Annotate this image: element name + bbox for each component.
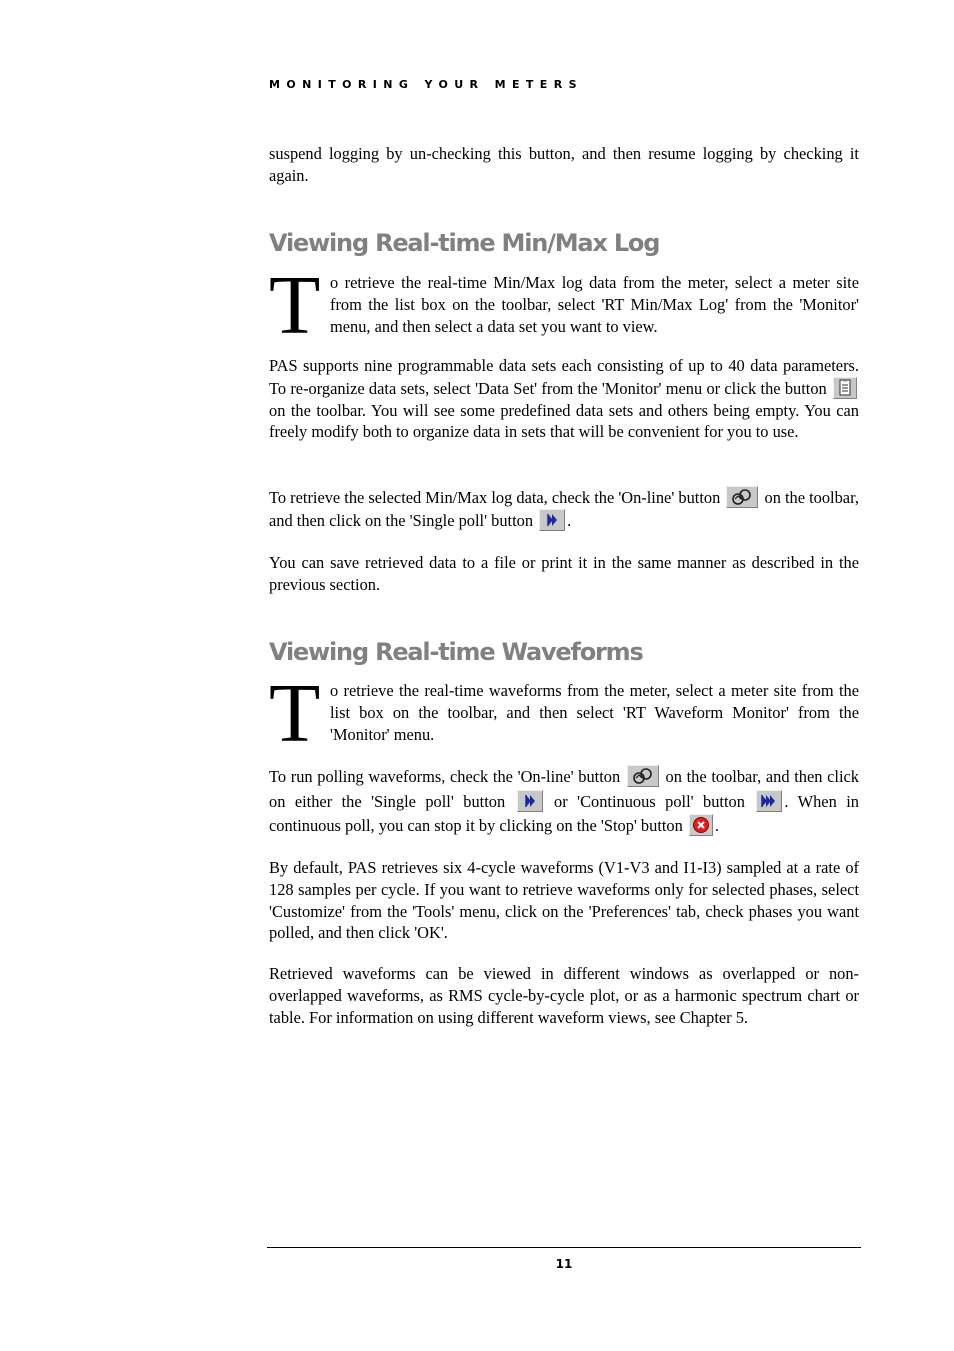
- text-run: on the toolbar, and then click on the 'Single poll' button: [269, 488, 859, 530]
- text-run: on the toolbar, and then click on either the 'Single poll' button: [269, 767, 859, 811]
- text-run: on the toolbar. You will see some predefined data sets and others being empty. You can freely modify both to organize data in sets that will be convenient for you to use.: [269, 400, 859, 442]
- minmax-lead-paragraph: o retrieve the real-time Min/Max log data from the meter, select a meter site from the list box on the toolbar, select 'RT Min/Max Log' from the 'Monitor' menu, and then select a data set you want to view.: [330, 273, 859, 336]
- minmax-paragraph-4: You can save retrieved data to a file or print it in the same manner as described in the previous section.: [269, 553, 859, 594]
- minmax-paragraph-4-block: [269, 552, 859, 596]
- single-poll-icon: [539, 509, 565, 531]
- intro-paragraph-block: [269, 143, 859, 187]
- online-icon: [627, 765, 659, 787]
- intro-paragraph: suspend logging by un-checking this button, and then resume logging by checking it again.: [269, 144, 859, 185]
- waveforms-paragraph-4: Retrieved waveforms can be viewed in different windows as overlapped or non-overlapped waveforms, as RMS cycle-by-cycle plot, or as a harmonic spectrum chart or table. For information on using different waveform views, see Chapter 5.: [269, 964, 859, 1027]
- text-run: PAS supports nine programmable data sets each consisting of up to 40 data parameters. To re-organize data sets, select 'Data Set' from the 'Monitor' menu or click the button: [269, 356, 859, 398]
- text-run: To run polling waveforms, check the 'On-line' button: [269, 767, 621, 786]
- text-run: To retrieve the selected Min/Max log data, check the 'On-line' button: [269, 488, 721, 507]
- text-run: .: [567, 511, 572, 530]
- stop-icon: [689, 814, 713, 836]
- page-number: 11: [555, 1257, 573, 1271]
- text-run: . When in continuous poll, you can stop it by clicking on the 'Stop' button: [269, 791, 859, 835]
- waveforms-lead-text-block: [330, 680, 859, 745]
- section-heading-minmax: [269, 229, 859, 257]
- running-header: MONITORING YOUR METERS: [269, 78, 583, 91]
- single-poll-icon: [517, 790, 543, 812]
- minmax-paragraph-3: [269, 486, 859, 532]
- drop-cap: T: [269, 667, 321, 760]
- section-heading-waveforms: [269, 638, 859, 666]
- waveforms-lead-paragraph: o retrieve the real-time waveforms from the meter, select a meter site from the list box on the toolbar, and then select 'RT Waveform Monitor' from the 'Monitor' menu.: [330, 681, 859, 744]
- minmax-lead-text-block: [330, 272, 859, 337]
- waveforms-paragraph-4-block: [269, 963, 859, 1028]
- section-title-minmax: Viewing Real-time Min/Max Log: [269, 229, 660, 257]
- text-run: .: [714, 816, 720, 835]
- waveforms-paragraph-2-block: [269, 765, 859, 839]
- waveforms-paragraph-2: [269, 765, 859, 839]
- text-run: or 'Continuous poll' button: [554, 791, 745, 811]
- minmax-paragraph-3-block: [269, 486, 859, 532]
- data-set-icon: [833, 377, 857, 399]
- footer-rule: [267, 1247, 861, 1248]
- online-icon: [726, 486, 758, 508]
- waveforms-paragraph-3-block: [269, 857, 859, 944]
- continuous-poll-icon: [756, 790, 782, 812]
- minmax-paragraph-2-block: [269, 355, 859, 443]
- waveforms-paragraph-3: By default, PAS retrieves six 4-cycle waveforms (V1-V3 and I1-I3) sampled at a rate of 128 samples per cycle. If you want to retrieve waveforms only for selected phases, select 'Customize' from the 'Tools' menu, click on the 'Preferences' tab, check phases you want polled, and then click 'OK'.: [269, 858, 859, 943]
- drop-cap: T: [269, 259, 321, 352]
- minmax-paragraph-2: [269, 355, 859, 443]
- section-title-waveforms: Viewing Real-time Waveforms: [269, 638, 643, 666]
